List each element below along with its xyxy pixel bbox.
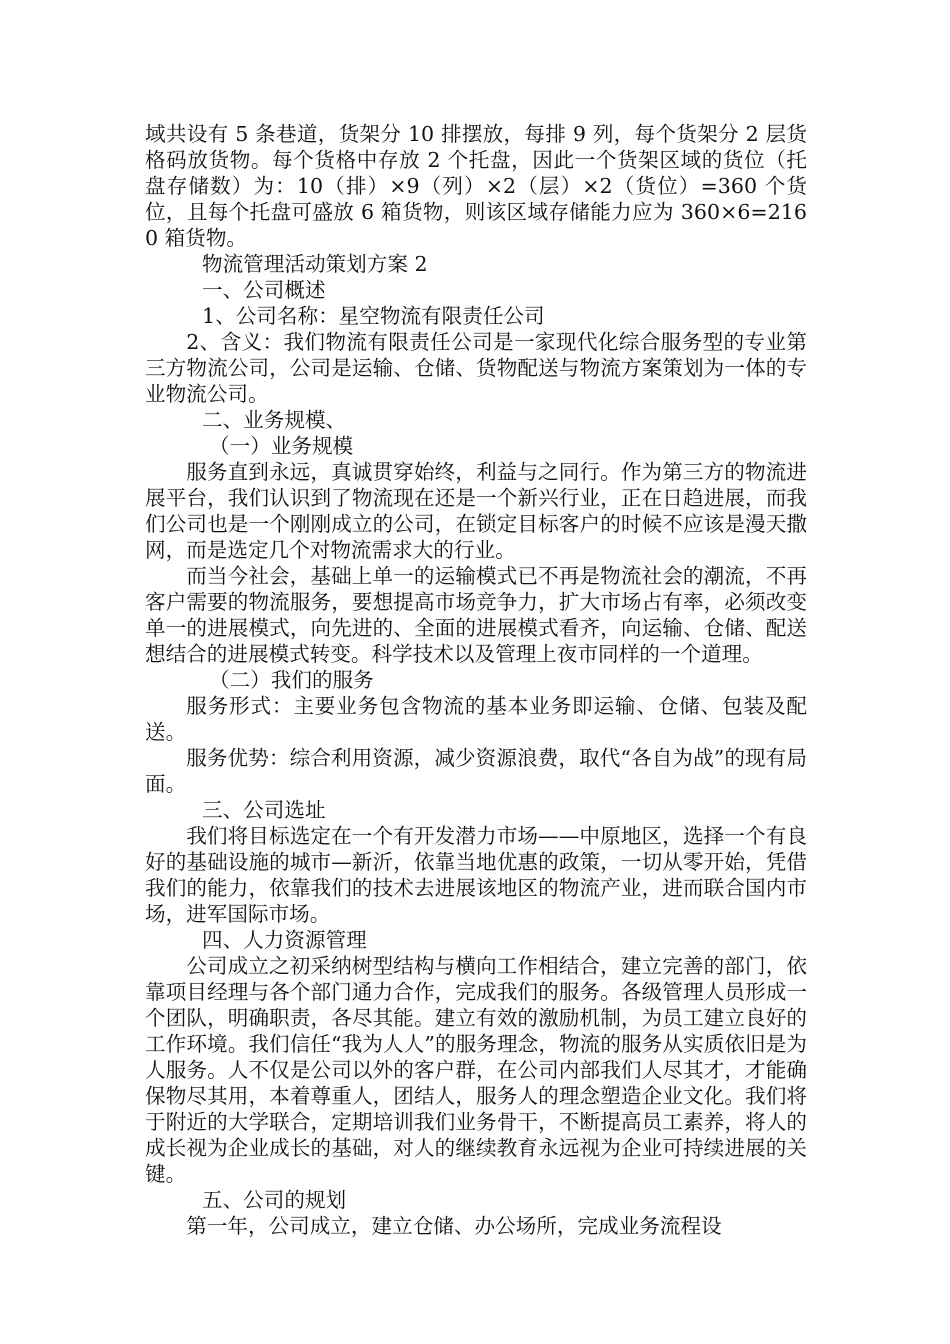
document-page (145, 121, 807, 1239)
paragraph-company-meaning: 2、含义：我们物流有限责任公司是一家现代化综合服务型的专业第三方物流公司，公司是运输、仓储、货物配送与物流方案策划为一体的专业物流公司。 (145, 330, 807, 406)
paragraph-service-form: 服务形式：主要业务包含物流的基本业务即运输、仓储、包装及配送。 (145, 694, 807, 744)
heading-human-resources: 四、人力资源管理 (202, 928, 367, 952)
paragraph-company-name: 1、公司名称：星空物流有限责任公司 (202, 304, 545, 328)
section-title-plan-2: 物流管理活动策划方案 2 (202, 252, 428, 276)
paragraph-human-resources: 公司成立之初采纳树型结构与横向工作相结合，建立完善的部门，依靠项目经理与各个部门通力合作，完成我们的服务。各级管理人员形成一个团队，明确职责，各尽其能。建立有效的激励机制，为员工建立良好的工作环境。我们信任“我为人人”的服务理念，物流的服务从实质依旧是为人服务。人不仅是公司以外的客户群，在公司内部我们人尽其才，才能确保物尽其用，本着尊重人，团结人，服务人的理念塑造企业文化。我们将于附近的大学联合，定期培训我们业务骨干，不断提高员工素养，将人的成长视为企业成长的基础，对人的继续教育永远视为企业可持续进展的关键。 (145, 954, 807, 1186)
subheading-business-scale: （一）业务规模 (209, 434, 354, 458)
heading-company-overview: 一、公司概述 (202, 278, 326, 302)
paragraph-development-model: 而当今社会，基础上单一的运输模式已不再是物流社会的潮流，不再客户需要的物流服务，要想提高市场竞争力，扩大市场占有率，必须改变单一的进展模式，向先进的、全面的进展模式看齐，向运输、仓储、配送想结合的进展模式转变。科学技术以及管理上夜市同样的一个道理。 (145, 564, 807, 666)
paragraph-business-scale: 服务直到永远，真诚贯穿始终，利益与之同行。作为第三方的物流进展平台，我们认识到了物流现在还是一个新兴行业，正在日趋进展，而我们公司也是一个刚刚成立的公司，在锁定目标客户的时候不应该是漫天撒网，而是选定几个对物流需求大的行业。 (145, 460, 807, 562)
paragraph-service-advantage: 服务优势：综合利用资源，减少资源浪费，取代“各自为战”的现有局面。 (145, 746, 807, 796)
paragraph-storage-capacity: 域共设有 5 条巷道，货架分 10 排摆放，每排 9 列，每个货架分 2 层货格码放货物。每个货格中存放 2 个托盘，因此一个货架区域的货位（托盘存储数）为：10（排）×9（列）×2（层）×2（货位）=360 个货位，且每个托盘可盛放 6 箱货物，则该区域存储能力应为 360×6=2160 箱货物。 (145, 122, 807, 250)
heading-business-scale: 二、业务规模、 (202, 408, 347, 432)
paragraph-first-year: 第一年，公司成立，建立仓储、办公场所，完成业务流程设 (186, 1214, 722, 1238)
paragraph-company-location: 我们将目标选定在一个有开发潜力市场——中原地区，选择一个有良好的基础设施的城市—新沂，依靠当地优惠的政策，一切从零开始，凭借我们的能力，依靠我们的技术去进展该地区的物流产业，进而联合国内市场，进军国际市场。 (145, 824, 807, 926)
heading-company-location: 三、公司选址 (202, 798, 326, 822)
subheading-our-services: （二）我们的服务 (209, 668, 374, 692)
heading-company-planning: 五、公司的规划 (202, 1188, 347, 1212)
